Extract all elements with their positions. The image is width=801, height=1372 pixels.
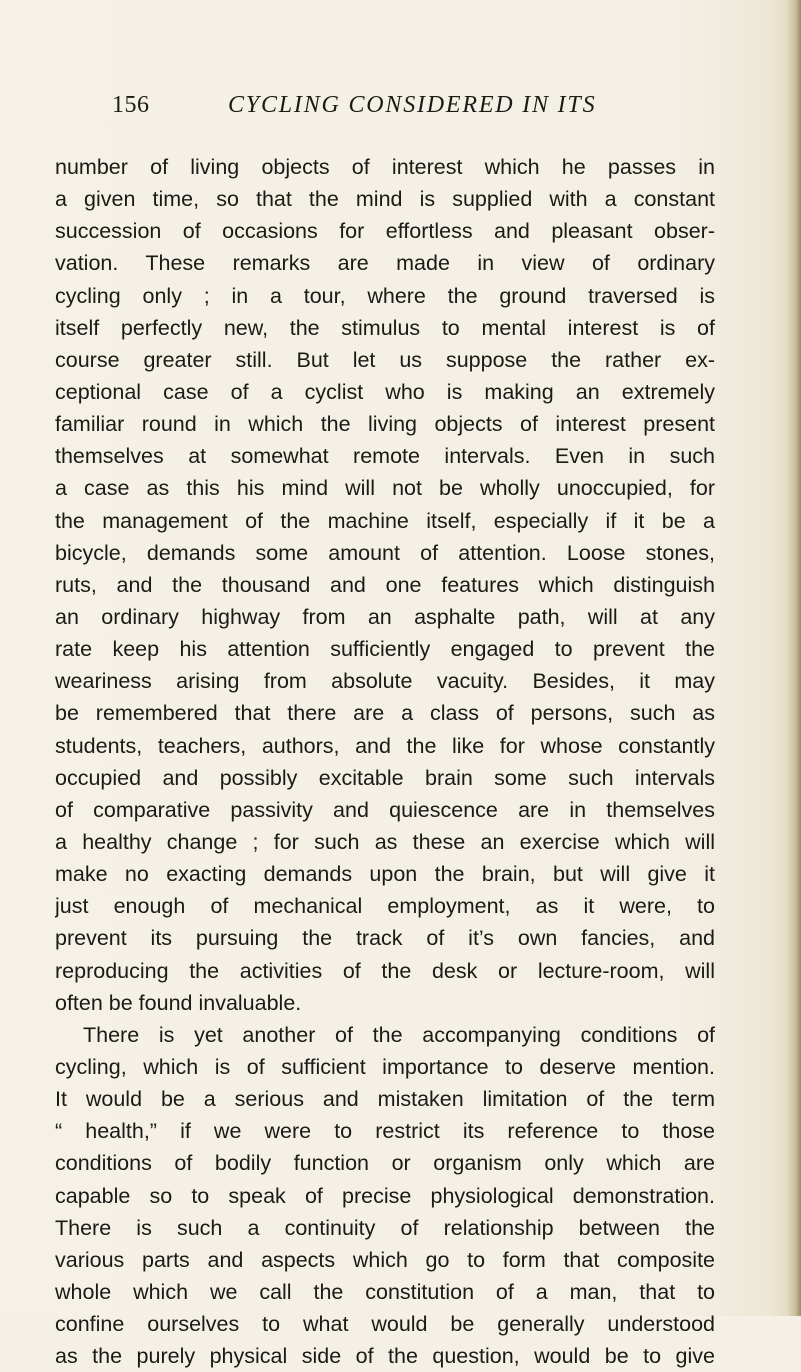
- running-title: CYCLING CONSIDERED IN ITS: [228, 92, 597, 118]
- text-line: vation. These remarks are made in view of ordinary: [55, 251, 715, 276]
- text-line: course greater still. But let us suppose the rather ex-: [55, 347, 715, 372]
- text-line: as the purely physical side of the question, would be to give: [55, 1344, 715, 1369]
- text-line: the management of the machine itself, especially if it be a: [55, 508, 715, 533]
- body-text: [55, 151, 715, 1372]
- text-line: cycling only ; in a tour, where the ground traversed is: [55, 283, 715, 308]
- text-line: capable so to speak of precise physiological demonstration.: [55, 1183, 715, 1208]
- text-line: themselves at somewhat remote intervals. Even in such: [55, 444, 715, 469]
- text-line: number of living objects of interest which he passes in: [55, 155, 715, 179]
- text-line: a healthy change ; for such as these an exercise which will: [55, 829, 715, 854]
- text-line: conditions of bodily function or organism only which are: [55, 1151, 715, 1176]
- text-line: an ordinary highway from an asphalte path, will at any: [55, 604, 715, 629]
- text-line: often be found invaluable.: [55, 990, 302, 1015]
- text-line: “ health,” if we were to restrict its reference to those: [55, 1119, 715, 1144]
- text-line: rate keep his attention sufficiently engaged to prevent the: [55, 637, 715, 662]
- text-line: succession of occasions for effortless and pleasant obser-: [55, 219, 715, 244]
- page-edge-shadow: [787, 0, 801, 1316]
- text-line: There is yet another of the accompanying conditions of: [83, 1022, 715, 1047]
- text-line: confine ourselves to what would be generally understood: [55, 1312, 715, 1337]
- page-number: 156: [112, 92, 150, 118]
- text-line: of comparative passivity and quiescence are in themselves: [55, 797, 715, 822]
- running-head: [0, 92, 801, 124]
- text-line: itself perfectly new, the stimulus to mental interest is of: [55, 315, 715, 340]
- text-line: reproducing the activities of the desk or lecture-room, will: [55, 958, 715, 983]
- text-line: students, teachers, authors, and the like for whose constantly: [55, 733, 715, 758]
- text-line: a given time, so that the mind is supplied with a constant: [55, 187, 715, 212]
- text-line: ruts, and the thousand and one features which distinguish: [55, 572, 715, 597]
- text-line: It would be a serious and mistaken limitation of the term: [55, 1087, 715, 1112]
- text-line: There is such a continuity of relationship between the: [55, 1215, 715, 1240]
- text-line: various parts and aspects which go to form that composite: [55, 1247, 715, 1272]
- text-line: cycling, which is of sufficient importance to deserve mention.: [55, 1054, 715, 1079]
- text-line: familiar round in which the living objects of interest present: [55, 412, 715, 437]
- text-line: ceptional case of a cyclist who is making an extremely: [55, 379, 715, 404]
- text-line: occupied and possibly excitable brain some such intervals: [55, 765, 715, 790]
- text-line: bicycle, demands some amount of attention. Loose stones,: [55, 540, 715, 565]
- text-line: just enough of mechanical employment, as it were, to: [55, 894, 715, 919]
- text-line: weariness arising from absolute vacuity. Besides, it may: [55, 669, 715, 694]
- text-line: a case as this his mind will not be wholly unoccupied, for: [55, 476, 715, 501]
- text-line: be remembered that there are a class of persons, such as: [55, 701, 715, 726]
- text-line: whole which we call the constitution of a man, that to: [55, 1279, 715, 1304]
- text-line: make no exacting demands upon the brain, but will give it: [55, 862, 715, 887]
- text-line: prevent its pursuing the track of it’s own fancies, and: [55, 926, 715, 951]
